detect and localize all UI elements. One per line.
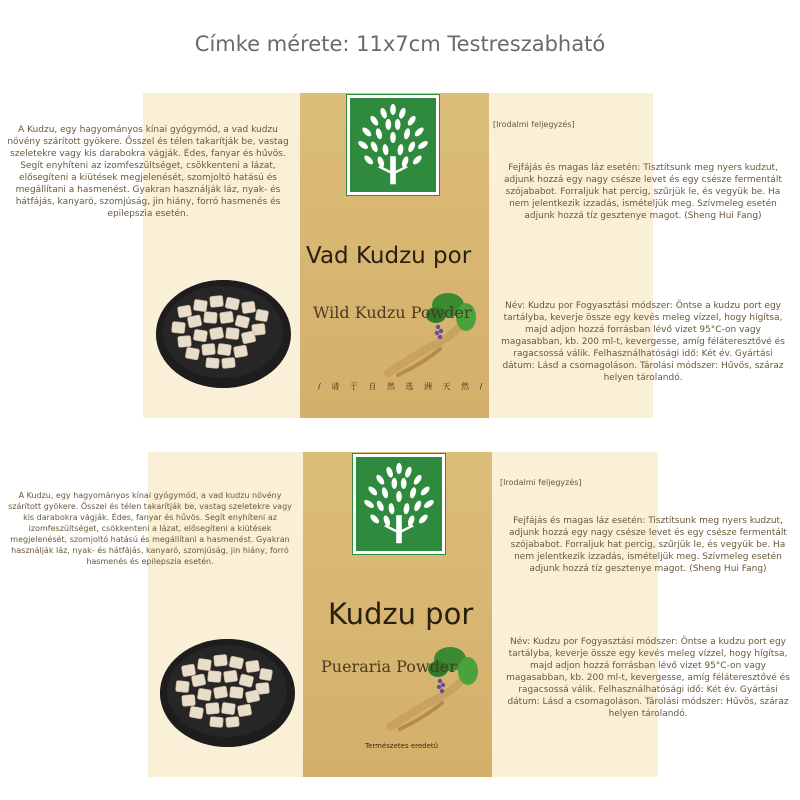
usage-text: Név: Kudzu por Fogyasztási módszer: Öntse a kudzu port egy tartályba, keverje össze egy kevés meleg vízzel, hogy hígítsa, majd adjon hozzá forrásban lévő vizet 95°C-on vagy magasabban, kb. 200 ml-t, kevergesse, amíg féláteresztővé és ragacsossá válik. Felhasználhatósági idő: Két év. Gyártási dátum: Lásd a csomagoláson. Tárolási módszer: Hűvös, száraz helyen tárolandó. bbox=[501, 301, 785, 383]
product-subtitle: Wild Kudzu Powder bbox=[313, 303, 472, 322]
usage-text: Név: Kudzu por Fogyasztási módszer: Öntse a kudzu port egy tartályba, keverje össze egy kevés meleg vízzel, hogy hígítsa, majd adjon hozzá forrásban lévő vizet 95°C-on vagy magasabban, kb. 200 ml-t, kevergesse, amíg féláteresztővé és ragacsossá válik. Felhasználhatósági idő: Két év. Gyártási dátum: Lásd a csomagoláson. Tárolási módszer: Hűvös, száraz helyen tárolandó. bbox=[506, 637, 790, 719]
product-description: A Kudzu, egy hagyományos kínai gyógymód, a vad kudzu növény szárított gyökere. Ősszel és télen takarítják be, vastag szeletekre vagy kis darabokra vágják. Édes, fanyar és hűvös. Segít enyhíteni az izomfeszültséget, csökkenteni a lázat, elősegíteni a kiütések megjelenését, szomjoltó hatású és megállítani a hasmenést. Gyakran használják láz, nyak- és hátfájás, kanyaró, szomjúság, jin hiány, forró hasmenés és epilepszia esetén. bbox=[7, 125, 289, 219]
reference-header: [Irodalmi feljegyzés] bbox=[493, 120, 575, 129]
remedy-text: Fejfájás és magas láz esetén: Tisztítsunk meg nyers kudzut, adjunk hozzá egy nagy csésze levet és egy csésze fermentált szójababot. Forraljuk hat percig, szűrjük le, és vegyük be. Ha nem jelentkezik izzadás, ismételjük meg. Szívmeleg esetén adjunk hozzá tíz gesztenye magot. (Sheng Hui Fang) bbox=[509, 516, 787, 574]
kudzu-cubes-bowl bbox=[160, 639, 295, 747]
product-title: Kudzu por bbox=[328, 597, 474, 631]
reference-header: [Irodalmi feljegyzés] bbox=[500, 478, 582, 487]
product-title: Vad Kudzu por bbox=[306, 243, 472, 269]
product-description: A Kudzu, egy hagyományos kínai gyógymód, a vad kudzu növény szárított gyökere. Ősszel és télen takarítják be, vastag szeletekre vagy kis darabokra vágják. Édes, fanyar és hűvös. Segít enyhíteni az izomfeszültséget, csökkenteni a lázat, elősegíteni a kiütések megjelenését, szomjoltó hatású és megállítani a hasmenést. Gyakran használják láz, nyak- és hátfájás, kanyaró, szomjúság, jin hiány, forró hasmenés és epilepszia esetén. bbox=[8, 491, 292, 566]
tree-leaves-icon bbox=[353, 454, 445, 554]
brand-strip: / 请 于 自 然 选 洲 天 然 / bbox=[318, 382, 487, 391]
tree-leaves-icon bbox=[347, 95, 439, 195]
product-subtitle: Pueraria Powder bbox=[321, 657, 457, 676]
kudzu-root-leaf-icon bbox=[378, 283, 478, 383]
page-title: Címke mérete: 11x7cm Testreszabható bbox=[194, 32, 606, 56]
origin-note: Természetes eredetű bbox=[365, 742, 439, 750]
remedy-text: Fejfájás és magas láz esetén: Tisztítsunk meg nyers kudzut, adjunk hozzá egy nagy csésze levet és egy csésze fermentált szójababot. Forraljuk hat percig, szűrjük le, és vegyük be. Ha nem jelentkezik izzadás, ismételjük meg. Szívmeleg esetén adjunk hozzá tíz gesztenye magot. (Sheng Hui Fang) bbox=[504, 163, 782, 221]
kudzu-cubes-bowl bbox=[156, 280, 291, 388]
kudzu-root-leaf-icon bbox=[380, 637, 480, 737]
